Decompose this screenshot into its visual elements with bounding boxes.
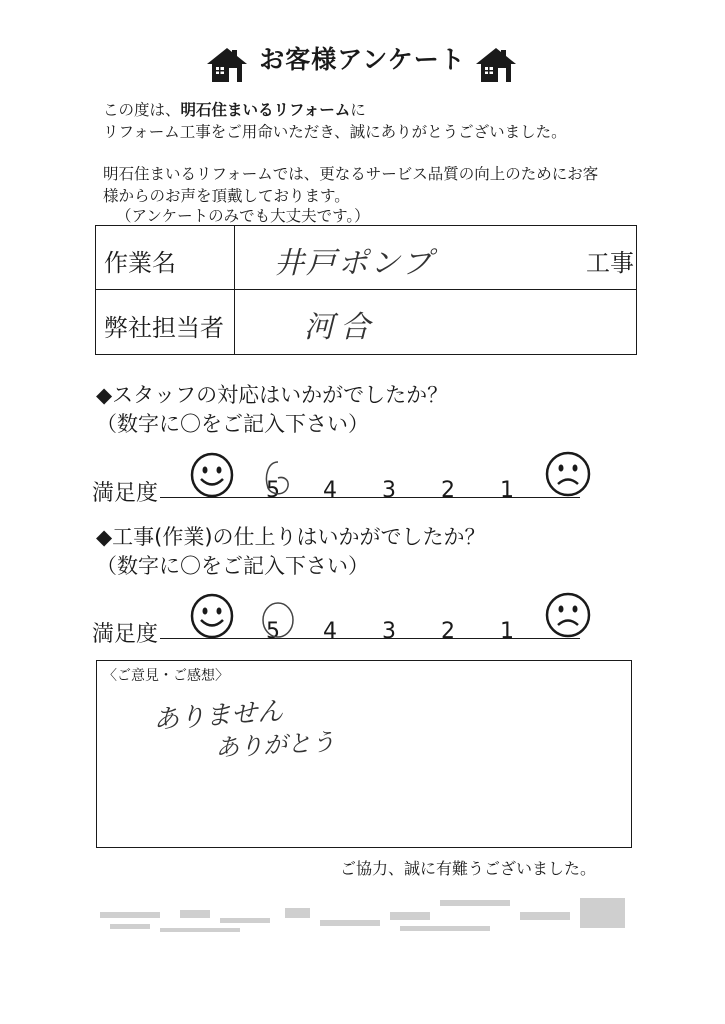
intro-line-4: 様からのお声を頂戴しております。 — [103, 187, 350, 205]
question-1-line-1: ◆スタッフの対応はいかがでしたか？ — [96, 383, 449, 407]
selection-circle-mark — [258, 456, 298, 500]
work-name-label: 作業名 — [104, 249, 176, 277]
satisfaction-underline-2 — [160, 638, 580, 639]
score-3[interactable]: 3 — [382, 619, 396, 644]
intro-line-5: （アンケートのみでも大丈夫です。） — [116, 207, 370, 225]
comment-line-2: ありがとう — [214, 727, 336, 763]
work-suffix-label: 工事 — [586, 249, 634, 277]
score-5[interactable]: 5 — [266, 478, 280, 503]
intro-prefix: この度は、 — [103, 101, 181, 119]
satisfaction-underline-1 — [160, 497, 580, 498]
score-4[interactable]: 4 — [323, 619, 337, 644]
question-2-line-2: （数字に〇をご記入下さい） — [96, 554, 369, 578]
intro-line-3: 明石住まいるリフォームでは、更なるサービス品質の向上のためにお客 — [103, 165, 599, 183]
staff-value: 河合 — [304, 310, 376, 345]
smile-face-icon — [190, 452, 234, 498]
satisfaction-label-2: 満足度 — [92, 622, 159, 647]
staff-label: 弊社担当者 — [104, 314, 224, 342]
score-1[interactable]: 1 — [500, 619, 514, 644]
obscured-footer — [100, 890, 630, 940]
sad-face-icon — [545, 451, 591, 497]
intro-line-2: リフォーム工事をご用命いただき、誠にありがとうございました。 — [103, 123, 567, 141]
intro-suffix: に — [350, 101, 366, 119]
work-name-value: 井戸ポンプ — [274, 246, 434, 281]
intro-line-1 — [103, 99, 366, 121]
info-table — [95, 225, 637, 355]
comment-line-1: ありません — [152, 696, 285, 736]
smile-face-icon — [190, 593, 234, 639]
sad-face-icon — [545, 592, 591, 638]
comment-label: 〈ご意見・ご感想〉 — [103, 668, 229, 684]
score-1[interactable]: 1 — [500, 478, 514, 503]
score-4[interactable]: 4 — [323, 478, 337, 503]
comment-box[interactable] — [96, 660, 632, 848]
score-3[interactable]: 3 — [382, 478, 396, 503]
satisfaction-label-1: 満足度 — [92, 481, 159, 506]
house-icon-right — [474, 44, 518, 84]
company-name: 明石住まいるリフォーム — [180, 101, 351, 119]
score-5[interactable]: 5 — [266, 619, 280, 644]
thanks-message: ご協力、誠に有難うございました。 — [340, 859, 597, 878]
table-divider-horizontal — [96, 289, 636, 290]
score-2[interactable]: 2 — [441, 619, 455, 644]
question-2-line-1: ◆工事(作業)の仕上りはいかがでしたか？ — [96, 525, 486, 549]
page-title: お客様アンケート — [259, 45, 466, 74]
table-divider-vertical — [234, 226, 235, 354]
selection-circle-mark — [257, 598, 299, 642]
question-1-line-2: （数字に〇をご記入下さい） — [96, 412, 369, 436]
score-2[interactable]: 2 — [441, 478, 455, 503]
